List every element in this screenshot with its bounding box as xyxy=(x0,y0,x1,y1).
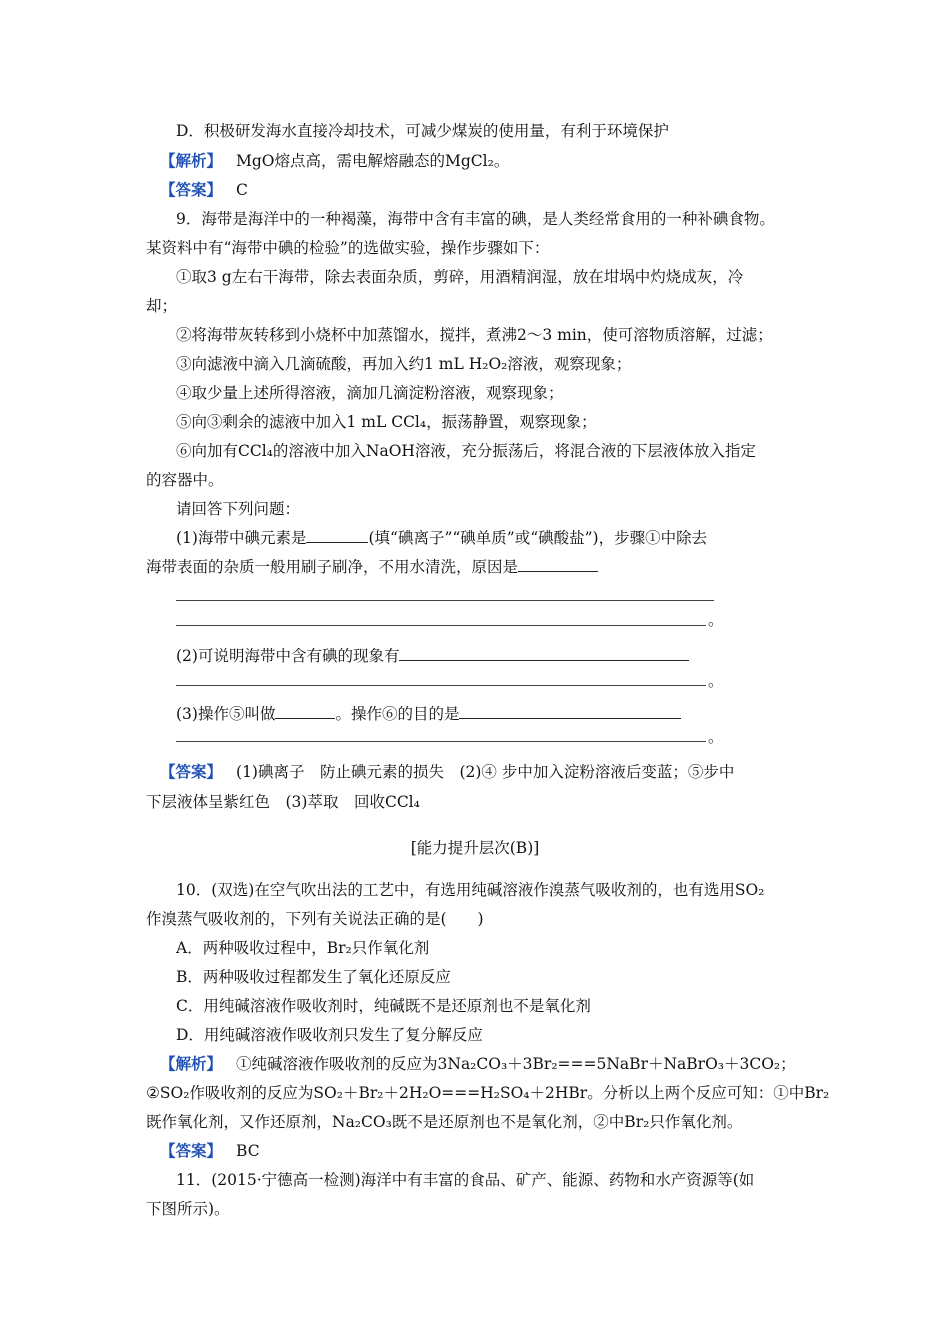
q9-answer-1 xyxy=(160,762,734,782)
q9-answer-2: 下层液体呈紫红色 (3)萃取 回收CCl₄ xyxy=(146,793,420,811)
answer-line[interactable] xyxy=(176,625,706,626)
q9-part1-line1 xyxy=(176,528,707,548)
q8-answer xyxy=(160,180,248,200)
answer-blank[interactable] xyxy=(306,528,368,543)
q9-step-2: ②将海带灰转移到小烧杯中加蒸馏水，搅拌，煮沸2～3 min，使可溶物质溶解，过滤； xyxy=(176,326,773,344)
q9-step-3: ③向滤液中滴入几滴硫酸，再加入约1 mL H₂O₂溶液，观察现象； xyxy=(176,355,632,373)
q8-answer-text: C xyxy=(236,181,248,199)
q10-option-b: B．两种吸收过程都发生了氧化还原反应 xyxy=(176,968,451,986)
answer-blank[interactable] xyxy=(459,704,681,719)
q9-part1-text: 海带表面的杂质一般用刷子刷净，不用水清洗，原因是 xyxy=(146,558,519,576)
answer-blank[interactable] xyxy=(399,646,689,661)
answer-blank[interactable] xyxy=(518,557,598,572)
q10-option-a: A．两种吸收过程中，Br₂只作氧化剂 xyxy=(176,939,430,957)
q9-part3 xyxy=(176,704,681,724)
q9-part1-suffix: (填“碘离子”“碘单质”或“碘酸盐”)，步骤①中除去 xyxy=(368,529,708,547)
q9-step-6b: 的容器中。 xyxy=(146,471,224,489)
analysis-tag: 【解析】 xyxy=(160,1054,223,1073)
q9-part1-line2 xyxy=(146,557,598,577)
q11-stem-1: 11．(2015·宁德高一检测)海洋中有丰富的食品、矿产、能源、药物和水产资源等(如 xyxy=(176,1171,755,1189)
end-mark: 。 xyxy=(708,611,724,629)
q9-stem-1: 9．海带是海洋中的一种褐藻，海带中含有丰富的碘，是人类经常食用的一种补碘食物。 xyxy=(176,210,775,228)
q9-ask: 请回答下列问题： xyxy=(176,500,301,518)
q8-option-d: D．积极研发海水直接冷却技术，可减少煤炭的使用量，有利于环境保护 xyxy=(176,122,669,140)
q11-stem-2: 下图所示)。 xyxy=(146,1200,230,1218)
q9-part3-prefix: (3)操作⑤叫做 xyxy=(176,705,276,723)
q9-part1-prefix: (1)海带中碘元素是 xyxy=(176,529,307,547)
answer-tag: 【答案】 xyxy=(160,762,223,781)
q9-part2-text: (2)可说明海带中含有碘的现象有 xyxy=(176,647,400,665)
q10-option-c: C．用纯碱溶液作吸收剂时，纯碱既不是还原剂也不是氧化剂 xyxy=(176,997,591,1015)
end-mark: 。 xyxy=(708,728,724,746)
q10-analysis-1 xyxy=(160,1054,796,1074)
answer-tag: 【答案】 xyxy=(160,1141,223,1160)
answer-line[interactable] xyxy=(176,600,714,601)
q9-step-1a: ①取3 g左右干海带，除去表面杂质，剪碎，用酒精润湿，放在坩埚中灼烧成灰，冷 xyxy=(176,268,744,286)
q9-part3-suffix: 。操作⑥的目的是 xyxy=(335,705,460,723)
section-heading: [能力提升层次(B)] xyxy=(410,839,540,857)
q9-stem-2: 某资料中有“海带中碘的检验”的选做实验，操作步骤如下： xyxy=(146,239,550,257)
q9-step-5: ⑤向③剩余的滤液中加入1 mL CCl₄，振荡静置，观察现象； xyxy=(176,413,597,431)
answer-blank[interactable] xyxy=(275,704,335,719)
answer-tag: 【答案】 xyxy=(160,180,223,199)
answer-line[interactable] xyxy=(176,741,706,742)
q9-step-6a: ⑥向加有CCl₄的溶液中加入NaOH溶液，充分振荡后，将混合液的下层液体放入指定 xyxy=(176,442,756,460)
answer-line[interactable] xyxy=(176,685,706,686)
q8-analysis xyxy=(160,151,509,171)
q10-answer-text: BC xyxy=(236,1142,260,1160)
q10-stem-2: 作溴蒸气吸收剂的，下列有关说法正确的是( ) xyxy=(146,910,484,928)
q9-part2 xyxy=(176,646,689,666)
q10-answer xyxy=(160,1141,260,1161)
q10-option-d: D．用纯碱溶液作吸收剂只发生了复分解反应 xyxy=(176,1026,483,1044)
q10-analysis-3: 既作氧化剂，又作还原剂，Na₂CO₃既不是还原剂也不是氧化剂，②中Br₂只作氧化剂。 xyxy=(146,1113,743,1131)
q9-step-4: ④取少量上述所得溶液，滴加几滴淀粉溶液，观察现象； xyxy=(176,384,564,402)
q10-analysis-2: ②SO₂作吸收剂的反应为SO₂＋Br₂＋2H₂O===H₂SO₄＋2HBr。分析以上两个反应可知：①中Br₂ xyxy=(146,1084,830,1102)
q8-analysis-text: MgO熔点高，需电解熔融态的MgCl₂。 xyxy=(236,152,510,170)
q10-stem-1: 10．(双选)在空气吹出法的工艺中，有选用纯碱溶液作溴蒸气吸收剂的，也有选用SO₂ xyxy=(176,881,765,899)
end-mark: 。 xyxy=(708,672,724,690)
q10-analysis-text-1: ①纯碱溶液作吸收剂的反应为3Na₂CO₃＋3Br₂===5NaBr＋NaBrO₃＋3CO₂； xyxy=(236,1055,796,1073)
analysis-tag: 【解析】 xyxy=(160,151,223,170)
q9-answer-text-1: (1)碘离子 防止碘元素的损失 (2)④ 步中加入淀粉溶液后变蓝；⑤步中 xyxy=(236,763,735,781)
q9-step-1b: 却； xyxy=(146,297,178,315)
